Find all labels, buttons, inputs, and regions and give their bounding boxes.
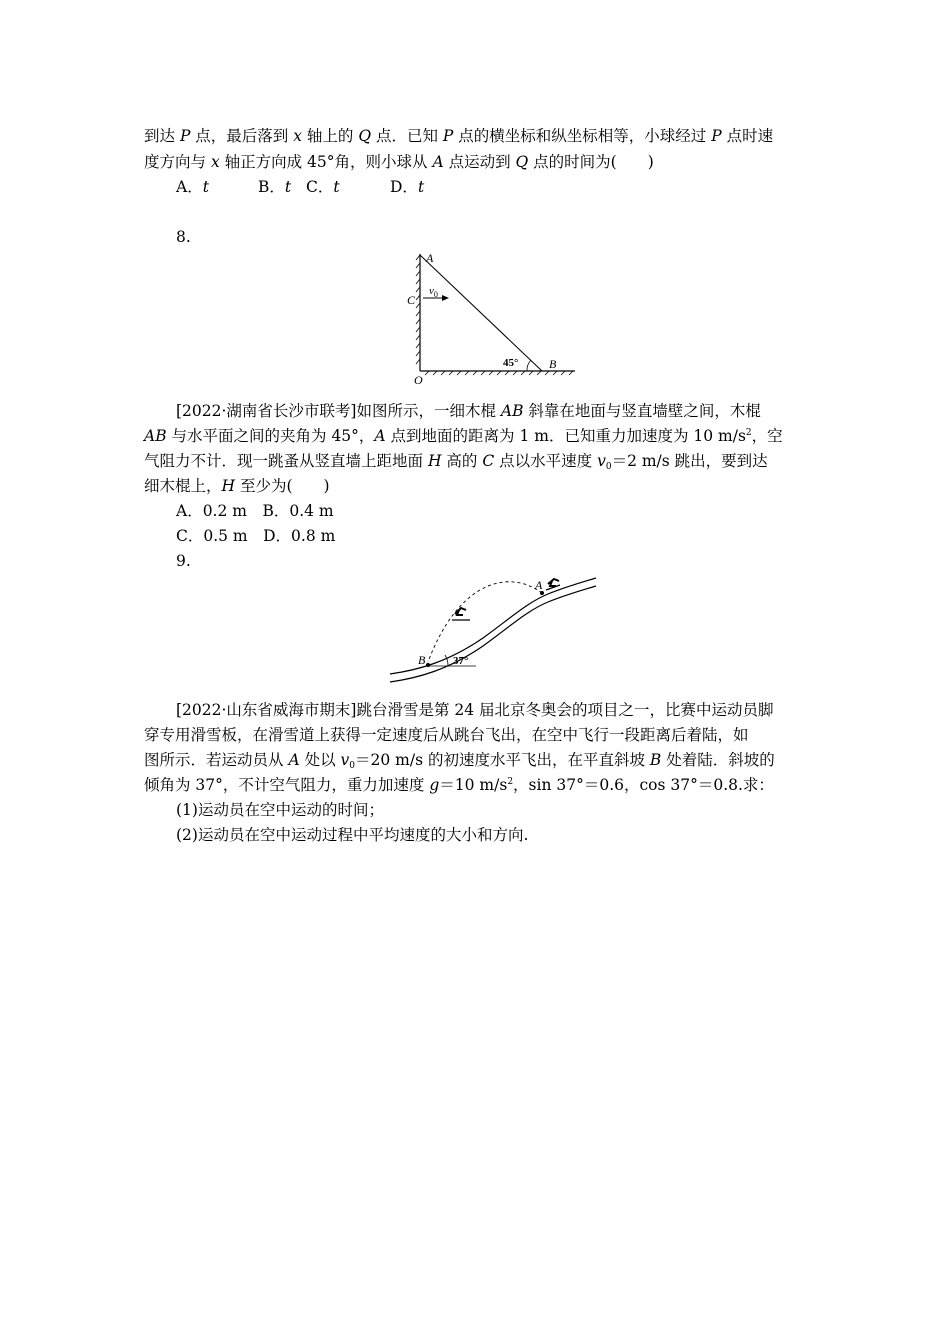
trajectory-dashed (428, 582, 542, 662)
q7-option-b: B．t (258, 178, 292, 196)
point-b (426, 663, 430, 667)
q8-number: 8. (176, 228, 191, 246)
q9-figure (388, 576, 598, 686)
q9-subquestion-2: (2)运动员在空中运动过程中平均速度的大小和方向. (176, 826, 529, 844)
q9-text-line-4: 倾角为 37°，不计空气阻力，重力加速度 g＝10 $m/s^2$，sin 37°＝0.6，cos 37°＝0.8.求： (144, 776, 774, 794)
rod-ab (420, 255, 542, 371)
q8-text-line-2: AB 与水平面之间的夹角为 45°，A 点到地面的距离为 1 m．已知重力加速度为 10 $m/s^2$，空 (144, 427, 783, 445)
q7-text-line-2: 度方向与 x 轴正方向成 45°角，则小球从 A 点运动到 Q 点的时间为( ) (144, 153, 654, 171)
skier-in-air-icon (452, 608, 470, 620)
q8-figure (405, 246, 575, 386)
label-c: C (407, 293, 416, 307)
q7-option-a: A．t (176, 178, 209, 196)
angle-arc (527, 360, 531, 371)
q7-option-d: D．t (390, 178, 425, 196)
label-v0: $v_0$ (429, 285, 438, 299)
label-b: B (549, 357, 557, 371)
q9-text-line-1: [2022·山东省威海市期末]跳台滑雪是第 24 届北京冬奥会的项目之一，比赛中运动员脚 (176, 701, 774, 719)
q7-options (176, 175, 840, 200)
label-b: B (418, 653, 426, 667)
q7-text-line-1: 到达 P 点，最后落到 x 轴上的 Q 点．已知 P 点的横坐标和纵坐标相等，小球经过 P 点时速 (144, 127, 774, 145)
label-angle-37: 37° (453, 655, 469, 667)
label-o: O (414, 373, 423, 387)
q8-options-row-1: A．0.2 m B．0.4 m (176, 502, 334, 520)
q8-text-line-3: 气阻力不计．现一跳蚤从竖直墙上距地面 H 高的 C 点以水平速度 $v_0=2$ m/s 跳出，要到达 (144, 452, 768, 472)
label-a: A (535, 578, 543, 592)
wall-hatching (416, 255, 420, 364)
angle-arc (445, 655, 448, 666)
skier-at-a-icon (546, 579, 560, 590)
q7-option-c: C．t (306, 178, 340, 196)
q9-subquestion-1: (1)运动员在空中运动的时间； (176, 801, 384, 819)
label-angle-45: 45° (503, 357, 519, 369)
q8-text-line-4: 细木棍上，H 至少为( ) (144, 477, 330, 495)
q8-options-row-2: C．0.5 m D．0.8 m (176, 527, 336, 545)
ground-hatching (425, 371, 573, 375)
velocity-arrowhead (442, 295, 449, 301)
label-a: A (426, 251, 434, 265)
q9-text-line-2: 穿专用滑雪板，在滑雪道上获得一定速度后从跳台飞出，在空中飞行一段距离后着陆，如 (144, 726, 749, 744)
q9-number: 9. (176, 552, 191, 570)
q8-text-line-1: [2022·湖南省长沙市联考]如图所示，一细木棍 AB 斜靠在地面与竖直墙壁之间，木棍 (176, 402, 761, 420)
q9-text-line-3: 图所示．若运动员从 A 处以 $v_0=20$ m/s 的初速度水平飞出，在平直斜坡 B 处着陆．斜坡的 (144, 751, 775, 771)
